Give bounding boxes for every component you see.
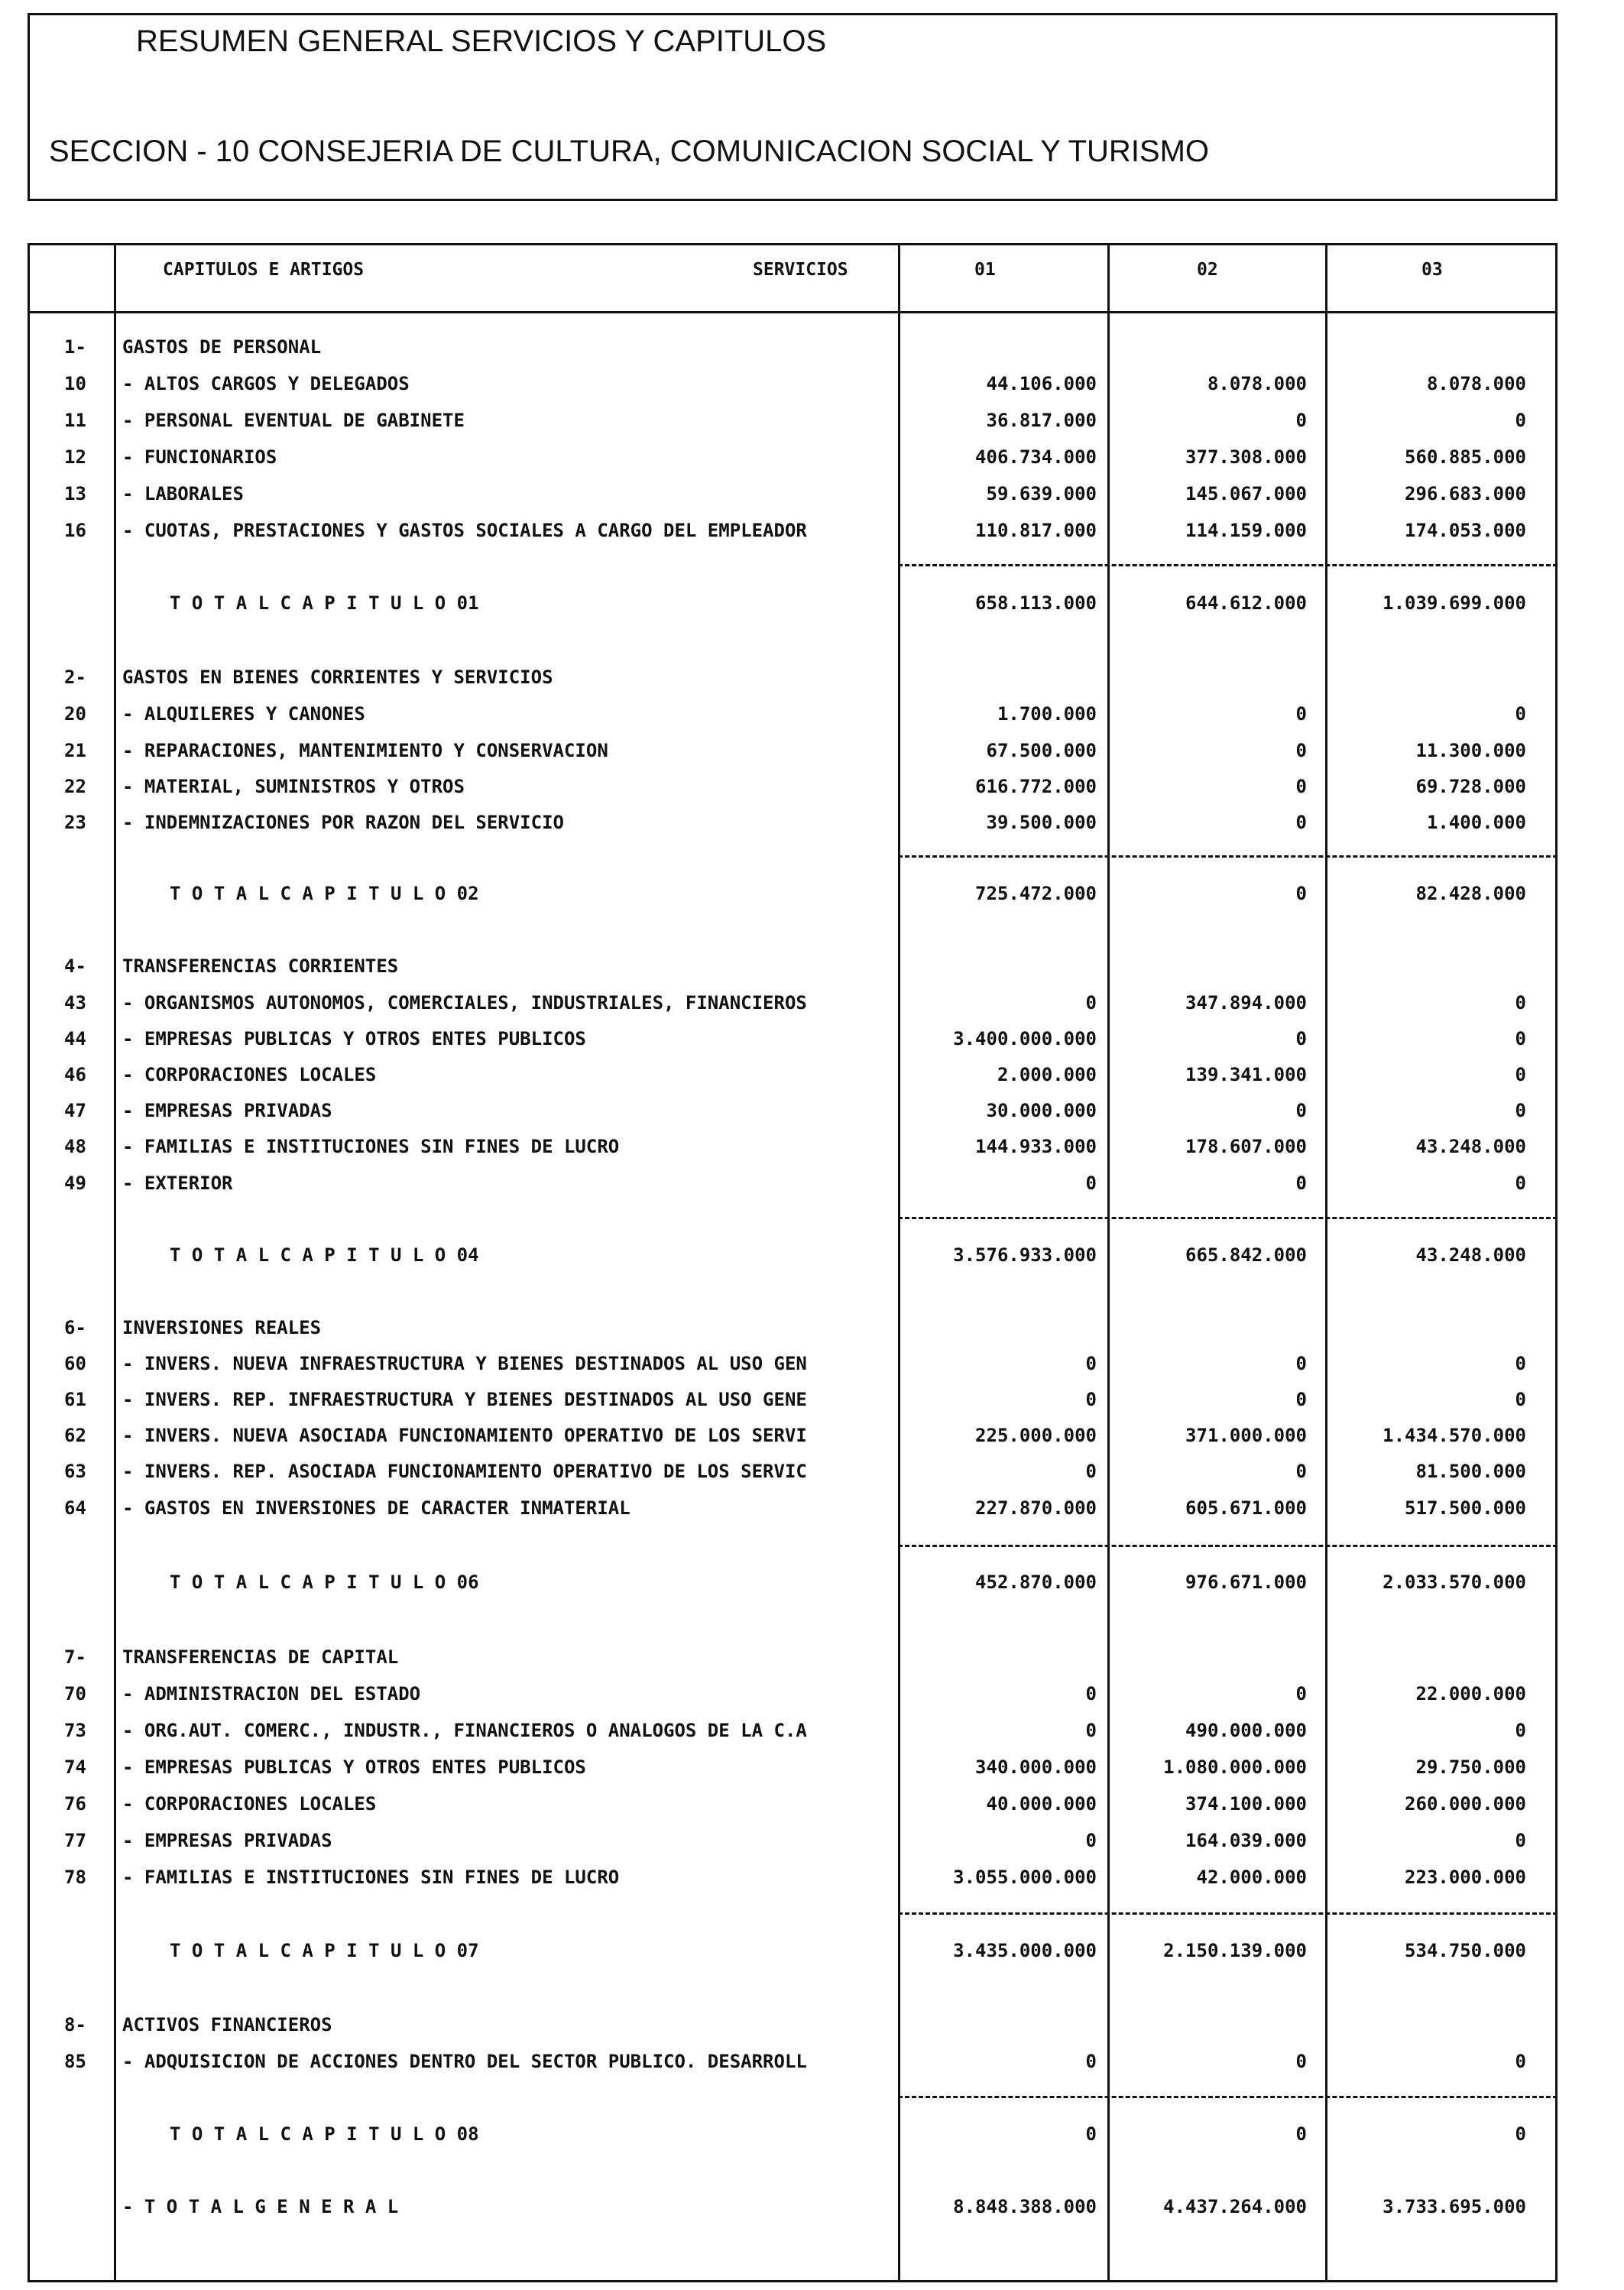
value-col-01: 36.817.000 [986, 410, 1097, 431]
article-code: 63 [64, 1461, 86, 1482]
total-col-03: 1.039.699.000 [1383, 592, 1526, 614]
value-col-02: 0 [1295, 1353, 1307, 1374]
value-col-01: 30.000.000 [986, 1100, 1097, 1121]
value-col-01: 0 [1085, 1720, 1097, 1741]
article-label: - EXTERIOR [122, 1173, 233, 1194]
total-col-03: 43.248.000 [1415, 1244, 1526, 1266]
article-code: 48 [64, 1136, 86, 1157]
value-col-03: 0 [1515, 1100, 1526, 1121]
value-col-03: 0 [1515, 1353, 1526, 1374]
chapter-code: 4- [64, 955, 86, 977]
article-label: - INVERS. REP. ASOCIADA FUNCIONAMIENTO OPERATIVO DE LOS SERVIC [122, 1461, 807, 1482]
value-col-01: 0 [1085, 1683, 1097, 1705]
total-col-03: 0 [1515, 2123, 1526, 2145]
value-col-02: 0 [1295, 776, 1307, 797]
value-col-02: 164.039.000 [1185, 1830, 1307, 1851]
value-col-01: 406.734.000 [975, 446, 1097, 468]
chapter-label: INVERSIONES REALES [122, 1317, 322, 1338]
article-code: 70 [64, 1683, 86, 1705]
col-01-divider [898, 243, 900, 2282]
value-col-03: 1.400.000 [1426, 812, 1526, 833]
value-col-03: 81.500.000 [1415, 1461, 1526, 1482]
value-col-01: 0 [1085, 1353, 1097, 1374]
article-label: - GASTOS EN INVERSIONES DE CARACTER INMATERIAL [122, 1497, 630, 1519]
article-code: 85 [64, 2051, 86, 2072]
article-code: 62 [64, 1425, 86, 1446]
chapter-label: TRANSFERENCIAS DE CAPITAL [122, 1646, 399, 1668]
article-label: - EMPRESAS PUBLICAS Y OTROS ENTES PUBLICOS [122, 1756, 586, 1778]
value-col-03: 11.300.000 [1415, 740, 1526, 761]
article-code: 22 [64, 776, 86, 797]
value-col-01: 0 [1085, 1461, 1097, 1482]
total-col-02: 2.150.139.000 [1163, 1940, 1307, 1961]
article-code: 61 [64, 1389, 86, 1410]
article-label: - MATERIAL, SUMINISTROS Y OTROS [122, 776, 465, 797]
article-label: - ADMINISTRACION DEL ESTADO [122, 1683, 421, 1705]
value-col-02: 490.000.000 [1185, 1720, 1307, 1741]
subtotal-separator [898, 2096, 1558, 2098]
value-col-02: 0 [1295, 410, 1307, 431]
article-code: 21 [64, 740, 86, 761]
value-col-02: 0 [1295, 1461, 1307, 1482]
value-col-02: 0 [1295, 1028, 1307, 1049]
value-col-01: 40.000.000 [986, 1793, 1097, 1815]
article-code: 44 [64, 1028, 86, 1049]
col-03-divider [1325, 243, 1327, 2282]
value-col-03: 174.053.000 [1405, 520, 1526, 541]
chapter-code: 1- [64, 336, 86, 358]
value-col-01: 1.700.000 [997, 703, 1097, 725]
value-col-03: 223.000.000 [1405, 1867, 1526, 1888]
grand-total-col-02: 4.437.264.000 [1163, 2196, 1307, 2217]
total-col-03: 534.750.000 [1405, 1940, 1526, 1961]
section-title: SECCION - 10 CONSEJERIA DE CULTURA, COMUNICACION SOCIAL Y TURISMO [49, 135, 1210, 168]
total-col-02: 976.671.000 [1185, 1572, 1307, 1593]
grand-total-label: - T O T A L G E N E R A L [122, 2196, 399, 2217]
subtotal-separator [898, 564, 1558, 566]
value-col-03: 0 [1515, 703, 1526, 725]
value-col-01: 616.772.000 [975, 776, 1097, 797]
total-col-01: 452.870.000 [975, 1572, 1097, 1593]
value-col-03: 0 [1515, 1720, 1526, 1741]
article-label: - ORGANISMOS AUTONOMOS, COMERCIALES, INDUSTRIALES, FINANCIEROS [122, 992, 807, 1014]
head-capitulos: CAPITULOS E ARTIGOS [163, 260, 365, 280]
value-col-02: 178.607.000 [1185, 1136, 1307, 1157]
article-code: 60 [64, 1353, 86, 1374]
subtotal-separator [898, 1912, 1558, 1915]
article-label: - CORPORACIONES LOCALES [122, 1064, 377, 1085]
value-col-02: 0 [1295, 1100, 1307, 1121]
value-col-03: 8.078.000 [1426, 373, 1526, 394]
value-col-01: 0 [1085, 992, 1097, 1014]
article-code: 46 [64, 1064, 86, 1085]
article-label: - LABORALES [122, 483, 244, 504]
article-code: 12 [64, 446, 86, 468]
head-col-02: 02 [1197, 260, 1218, 280]
article-code: 73 [64, 1720, 86, 1741]
value-col-03: 22.000.000 [1415, 1683, 1526, 1705]
value-col-03: 0 [1515, 1028, 1526, 1049]
total-col-01: 3.435.000.000 [953, 1940, 1097, 1961]
value-col-03: 0 [1515, 1830, 1526, 1851]
head-col-01: 01 [974, 260, 996, 280]
value-col-01: 0 [1085, 1389, 1097, 1410]
article-code: 20 [64, 703, 86, 725]
value-col-01: 225.000.000 [975, 1425, 1097, 1446]
article-code: 78 [64, 1867, 86, 1888]
total-col-01: 0 [1085, 2123, 1097, 2145]
chapter-label: GASTOS EN BIENES CORRIENTES Y SERVICIOS [122, 667, 553, 688]
value-col-02: 0 [1295, 2051, 1307, 2072]
value-col-02: 1.080.000.000 [1163, 1756, 1307, 1778]
value-col-02: 0 [1295, 1683, 1307, 1705]
value-col-03: 0 [1515, 1064, 1526, 1085]
subtotal-separator [898, 1217, 1558, 1219]
article-label: - EMPRESAS PRIVADAS [122, 1830, 332, 1851]
value-col-02: 139.341.000 [1185, 1064, 1307, 1085]
value-col-02: 8.078.000 [1207, 373, 1307, 394]
article-label: - FUNCIONARIOS [122, 446, 277, 468]
header-row-divider [28, 311, 1558, 313]
subtotal-separator [898, 855, 1558, 858]
value-col-03: 1.434.570.000 [1383, 1425, 1526, 1446]
chapter-label: ACTIVOS FINANCIEROS [122, 2014, 332, 2035]
article-label: - ORG.AUT. COMERC., INDUSTR., FINANCIEROS O ANALOGOS DE LA C.A [122, 1720, 807, 1741]
chapter-label: TRANSFERENCIAS CORRIENTES [122, 955, 399, 977]
value-col-03: 0 [1515, 1173, 1526, 1194]
head-col-03: 03 [1421, 260, 1443, 280]
subtotal-separator [898, 1545, 1558, 1547]
value-col-03: 69.728.000 [1415, 776, 1526, 797]
chapter-total-label: T O T A L C A P I T U L O 07 [170, 1940, 479, 1961]
value-col-03: 29.750.000 [1415, 1756, 1526, 1778]
value-col-01: 2.000.000 [997, 1064, 1097, 1085]
value-col-03: 517.500.000 [1405, 1497, 1526, 1519]
article-code: 64 [64, 1497, 86, 1519]
chapter-code: 2- [64, 667, 86, 688]
report-title: RESUMEN GENERAL SERVICIOS Y CAPITULOS [136, 24, 827, 58]
total-col-03: 2.033.570.000 [1383, 1572, 1526, 1593]
grand-total-col-03: 3.733.695.000 [1383, 2196, 1526, 2217]
total-col-01: 658.113.000 [975, 592, 1097, 614]
chapter-code: 6- [64, 1317, 86, 1338]
value-col-03: 0 [1515, 1389, 1526, 1410]
chapter-total-label: T O T A L C A P I T U L O 02 [170, 883, 479, 904]
article-label: - ALTOS CARGOS Y DELEGADOS [122, 373, 410, 394]
value-col-01: 44.106.000 [986, 373, 1097, 394]
value-col-03: 0 [1515, 410, 1526, 431]
value-col-01: 59.639.000 [986, 483, 1097, 504]
value-col-02: 114.159.000 [1185, 520, 1307, 541]
article-label: - ADQUISICION DE ACCIONES DENTRO DEL SECTOR PUBLICO. DESARROLL [122, 2051, 807, 2072]
value-col-01: 0 [1085, 1830, 1097, 1851]
chapter-label: GASTOS DE PERSONAL [122, 336, 322, 358]
article-label: - EMPRESAS PRIVADAS [122, 1100, 332, 1121]
value-col-01: 3.055.000.000 [953, 1867, 1097, 1888]
total-col-03: 82.428.000 [1415, 883, 1526, 904]
chapter-total-label: T O T A L C A P I T U L O 04 [170, 1244, 479, 1266]
article-code: 23 [64, 812, 86, 833]
head-servicios: SERVICIOS [753, 260, 848, 280]
article-code: 49 [64, 1173, 86, 1194]
article-code: 47 [64, 1100, 86, 1121]
value-col-01: 340.000.000 [975, 1756, 1097, 1778]
chapter-code: 7- [64, 1646, 86, 1668]
value-col-02: 0 [1295, 740, 1307, 761]
article-label: - ALQUILERES Y CANONES [122, 703, 365, 725]
article-label: - CORPORACIONES LOCALES [122, 1793, 377, 1815]
article-code: 11 [64, 410, 86, 431]
value-col-02: 0 [1295, 703, 1307, 725]
grand-total-col-01: 8.848.388.000 [953, 2196, 1097, 2217]
value-col-02: 371.000.000 [1185, 1425, 1307, 1446]
value-col-03: 260.000.000 [1405, 1793, 1526, 1815]
article-code: 13 [64, 483, 86, 504]
value-col-01: 110.817.000 [975, 520, 1097, 541]
article-label: - REPARACIONES, MANTENIMIENTO Y CONSERVACION [122, 740, 608, 761]
article-label: - INVERS. NUEVA INFRAESTRUCTURA Y BIENES DESTINADOS AL USO GEN [122, 1353, 807, 1374]
article-label: - FAMILIAS E INSTITUCIONES SIN FINES DE LUCRO [122, 1136, 620, 1157]
value-col-02: 42.000.000 [1196, 1867, 1307, 1888]
total-col-02: 0 [1295, 2123, 1307, 2145]
value-col-03: 43.248.000 [1415, 1136, 1526, 1157]
code-column-divider [114, 243, 116, 2282]
value-col-02: 0 [1295, 1389, 1307, 1410]
value-col-01: 39.500.000 [986, 812, 1097, 833]
value-col-03: 296.683.000 [1405, 483, 1526, 504]
article-label: - INVERS. REP. INFRAESTRUCTURA Y BIENES DESTINADOS AL USO GENE [122, 1389, 807, 1410]
total-col-02: 0 [1295, 883, 1307, 904]
value-col-01: 0 [1085, 1173, 1097, 1194]
value-col-02: 0 [1295, 812, 1307, 833]
total-col-01: 725.472.000 [975, 883, 1097, 904]
col-02-divider [1107, 243, 1110, 2282]
article-code: 10 [64, 373, 86, 394]
chapter-total-label: T O T A L C A P I T U L O 01 [170, 592, 479, 614]
value-col-03: 0 [1515, 992, 1526, 1014]
article-code: 16 [64, 520, 86, 541]
chapter-total-label: T O T A L C A P I T U L O 06 [170, 1572, 479, 1593]
article-label: - INDEMNIZACIONES POR RAZON DEL SERVICIO [122, 812, 564, 833]
article-label: - EMPRESAS PUBLICAS Y OTROS ENTES PUBLICOS [122, 1028, 586, 1049]
value-col-02: 605.671.000 [1185, 1497, 1307, 1519]
value-col-02: 145.067.000 [1185, 483, 1307, 504]
article-code: 74 [64, 1756, 86, 1778]
total-col-02: 665.842.000 [1185, 1244, 1307, 1266]
total-col-02: 644.612.000 [1185, 592, 1307, 614]
value-col-02: 374.100.000 [1185, 1793, 1307, 1815]
value-col-01: 144.933.000 [975, 1136, 1097, 1157]
article-label: - PERSONAL EVENTUAL DE GABINETE [122, 410, 465, 431]
value-col-03: 560.885.000 [1405, 446, 1526, 468]
article-code: 76 [64, 1793, 86, 1815]
value-col-01: 67.500.000 [986, 740, 1097, 761]
value-col-02: 0 [1295, 1173, 1307, 1194]
value-col-02: 347.894.000 [1185, 992, 1307, 1014]
value-col-03: 0 [1515, 2051, 1526, 2072]
article-label: - CUOTAS, PRESTACIONES Y GASTOS SOCIALES A CARGO DEL EMPLEADOR [122, 520, 807, 541]
article-code: 43 [64, 992, 86, 1014]
article-label: - FAMILIAS E INSTITUCIONES SIN FINES DE LUCRO [122, 1867, 620, 1888]
article-label: - INVERS. NUEVA ASOCIADA FUNCIONAMIENTO OPERATIVO DE LOS SERVI [122, 1425, 807, 1446]
value-col-02: 377.308.000 [1185, 446, 1307, 468]
value-col-01: 3.400.000.000 [953, 1028, 1097, 1049]
value-col-01: 0 [1085, 2051, 1097, 2072]
chapter-total-label: T O T A L C A P I T U L O 08 [170, 2123, 479, 2145]
article-code: 77 [64, 1830, 86, 1851]
chapter-code: 8- [64, 2014, 86, 2035]
total-col-01: 3.576.933.000 [953, 1244, 1097, 1266]
value-col-01: 227.870.000 [975, 1497, 1097, 1519]
